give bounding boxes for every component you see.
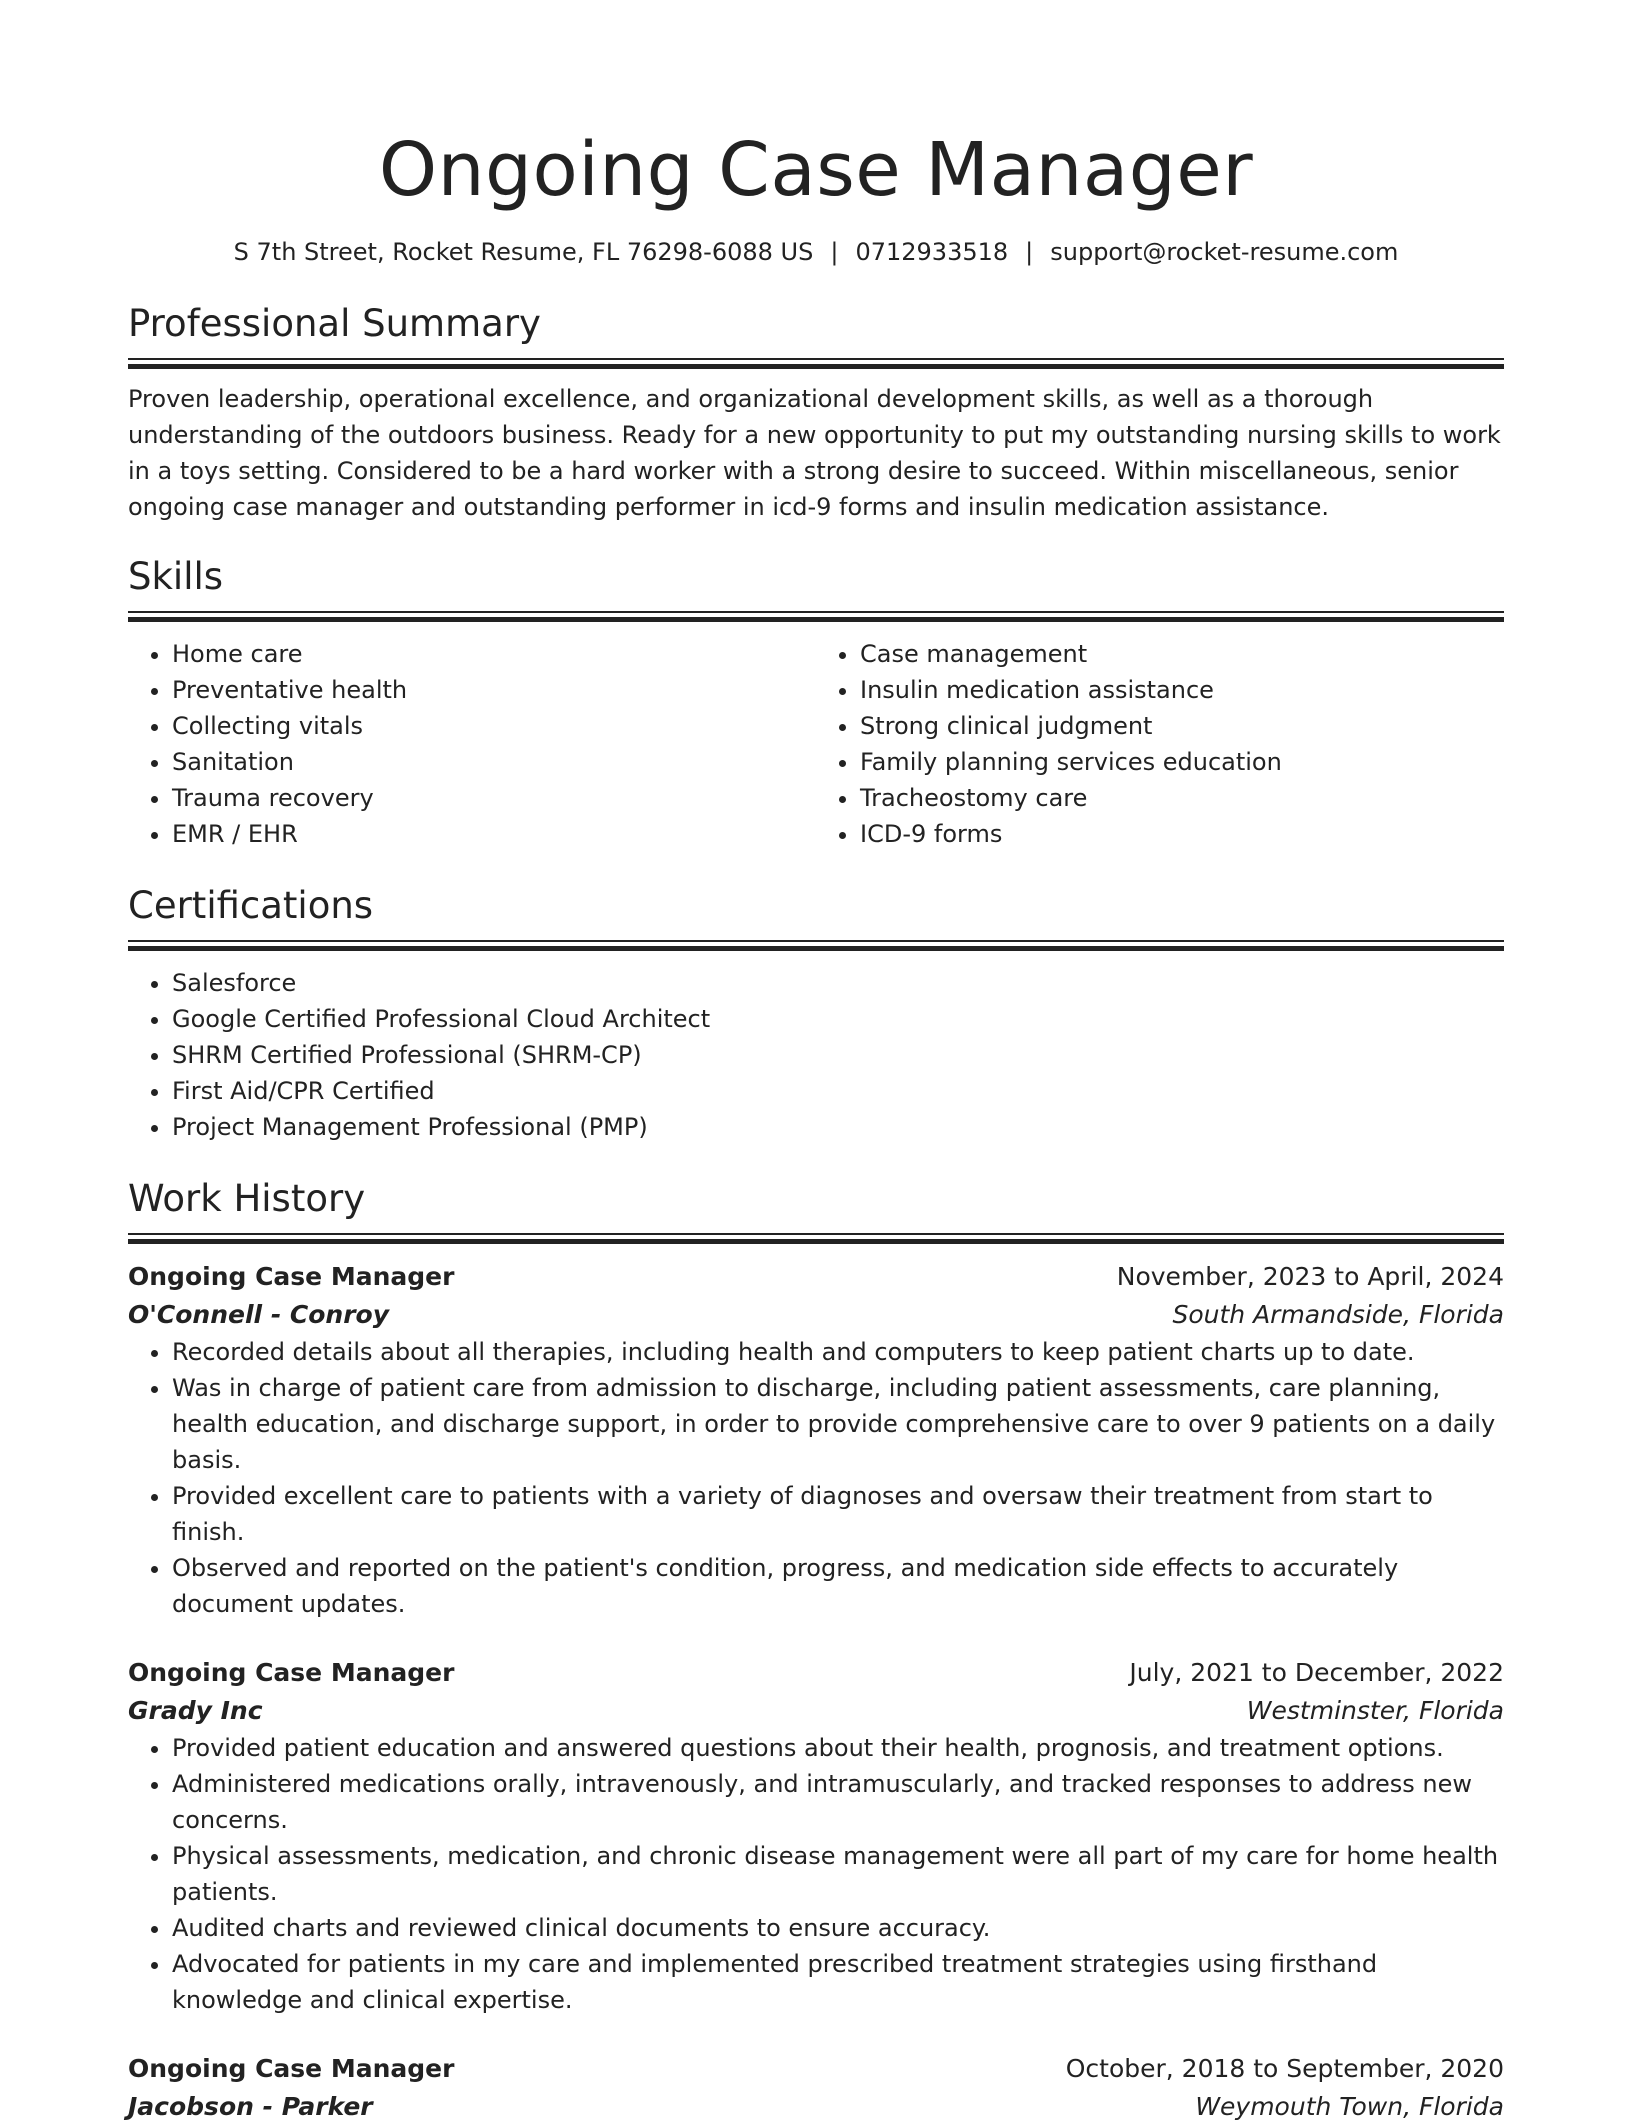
work-history-section bbox=[128, 1175, 1504, 2126]
section-divider bbox=[128, 611, 1504, 622]
job-header bbox=[128, 1258, 1504, 1296]
contact-separator: | bbox=[1025, 238, 1034, 266]
skills-section bbox=[128, 553, 1504, 852]
skill-item: • Sanitation bbox=[172, 744, 816, 780]
skill-item: • EMR / EHR bbox=[172, 816, 816, 852]
skill-item: • Tracheostomy care bbox=[860, 780, 1504, 816]
job-title: Ongoing Case Manager bbox=[128, 1262, 455, 1291]
job-company: O'Connell - Conroy bbox=[128, 1300, 390, 1329]
job-company: Grady Inc bbox=[128, 1696, 263, 1725]
section-divider bbox=[128, 940, 1504, 951]
contact-separator: | bbox=[830, 238, 839, 266]
section-divider bbox=[128, 358, 1504, 369]
job-subheader bbox=[128, 2088, 1504, 2126]
job-company: Jacobson - Parker bbox=[128, 2092, 373, 2121]
job-bullet: • Audited charts and reviewed clinical documents to ensure accuracy. bbox=[172, 1910, 1504, 1946]
skill-item: • Family planning services education bbox=[860, 744, 1504, 780]
job-entry bbox=[128, 1258, 1504, 1622]
job-bullets bbox=[128, 1730, 1504, 2018]
summary-text: Proven leadership, operational excellence, and organizational development skills, as well as a thorough understanding of the outdoors business. Ready for a new opportunity to put my outstanding nursing skills to work in a toys setting. Considered to be a hard worker with a strong desire to succeed. Within miscellaneous, senior ongoing case manager and outstanding performer in icd-9 forms and insulin medication assistance. bbox=[128, 385, 1501, 521]
contact-phone: 0712933518 bbox=[855, 238, 1009, 266]
skill-item: • Trauma recovery bbox=[172, 780, 816, 816]
section-title-summary: Professional Summary bbox=[128, 302, 541, 345]
contact-email: support@rocket-resume.com bbox=[1050, 238, 1399, 266]
certification-item: • SHRM Certified Professional (SHRM-CP) bbox=[172, 1037, 1504, 1073]
skill-item: • ICD-9 forms bbox=[860, 816, 1504, 852]
section-title-skills: Skills bbox=[128, 555, 224, 598]
job-dates: July, 2021 to December, 2022 bbox=[1129, 1658, 1504, 1687]
certification-item: • First Aid/CPR Certified bbox=[172, 1073, 1504, 1109]
certification-item: • Project Management Professional (PMP) bbox=[172, 1109, 1504, 1145]
skill-item: • Home care bbox=[172, 636, 816, 672]
skill-item: • Insulin medication assistance bbox=[860, 672, 1504, 708]
job-bullet: • Physical assessments, medication, and chronic disease management were all part of my care for home health patients. bbox=[172, 1838, 1504, 1910]
job-bullet: • Provided excellent care to patients with a variety of diagnoses and oversaw their treatment from start to finish. bbox=[172, 1478, 1504, 1550]
job-title: Ongoing Case Manager bbox=[128, 1658, 455, 1687]
skill-item: • Preventative health bbox=[172, 672, 816, 708]
job-bullet: • Was in charge of patient care from admission to discharge, including patient assessments, care planning, health education, and discharge support, in order to provide comprehensive care to over 9 patients on a daily basis. bbox=[172, 1370, 1504, 1478]
job-bullet: • Provided patient education and answered questions about their health, prognosis, and treatment options. bbox=[172, 1730, 1504, 1766]
job-location: South Armandside, Florida bbox=[1172, 1300, 1504, 1329]
resume-page bbox=[128, 0, 1504, 2126]
job-dates: November, 2023 to April, 2024 bbox=[1116, 1262, 1504, 1291]
job-bullets bbox=[128, 1334, 1504, 1622]
job-entry bbox=[128, 2050, 1504, 2126]
resume-name: Ongoing Case Manager bbox=[378, 127, 1254, 213]
summary-section bbox=[128, 300, 1504, 525]
job-bullet: • Advocated for patients in my care and implemented prescribed treatment strategies using firsthand knowledge and clinical expertise. bbox=[172, 1946, 1504, 2018]
section-divider bbox=[128, 1233, 1504, 1244]
skills-right-list bbox=[816, 636, 1504, 852]
job-header bbox=[128, 1654, 1504, 1692]
contact-line bbox=[128, 236, 1504, 268]
section-title-work-history: Work History bbox=[128, 1177, 366, 1220]
skill-item: • Case management bbox=[860, 636, 1504, 672]
job-bullet: • Administered medications orally, intravenously, and intramuscularly, and tracked responses to address new concerns. bbox=[172, 1766, 1504, 1838]
skill-item: • Collecting vitals bbox=[172, 708, 816, 744]
skill-item: • Strong clinical judgment bbox=[860, 708, 1504, 744]
certification-item: • Salesforce bbox=[172, 965, 1504, 1001]
contact-address: S 7th Street, Rocket Resume, FL 76298-6088 US bbox=[233, 238, 814, 266]
job-location: Westminster, Florida bbox=[1246, 1696, 1504, 1725]
job-dates: October, 2018 to September, 2020 bbox=[1065, 2054, 1504, 2083]
job-title: Ongoing Case Manager bbox=[128, 2054, 455, 2083]
certifications-section bbox=[128, 882, 1504, 1145]
certifications-list bbox=[128, 965, 1504, 1145]
job-bullet: • Recorded details about all therapies, including health and computers to keep patient charts up to date. bbox=[172, 1334, 1504, 1370]
section-title-certifications: Certifications bbox=[128, 884, 374, 927]
skills-columns bbox=[128, 636, 1504, 852]
job-header bbox=[128, 2050, 1504, 2088]
skills-left-list bbox=[128, 636, 816, 852]
certification-item: • Google Certified Professional Cloud Architect bbox=[172, 1001, 1504, 1037]
job-entry bbox=[128, 1654, 1504, 2018]
job-subheader bbox=[128, 1296, 1504, 1334]
job-subheader bbox=[128, 1692, 1504, 1730]
job-bullet: • Observed and reported on the patient's condition, progress, and medication side effects to accurately document updates. bbox=[172, 1550, 1504, 1622]
job-location: Weymouth Town, Florida bbox=[1195, 2092, 1504, 2121]
